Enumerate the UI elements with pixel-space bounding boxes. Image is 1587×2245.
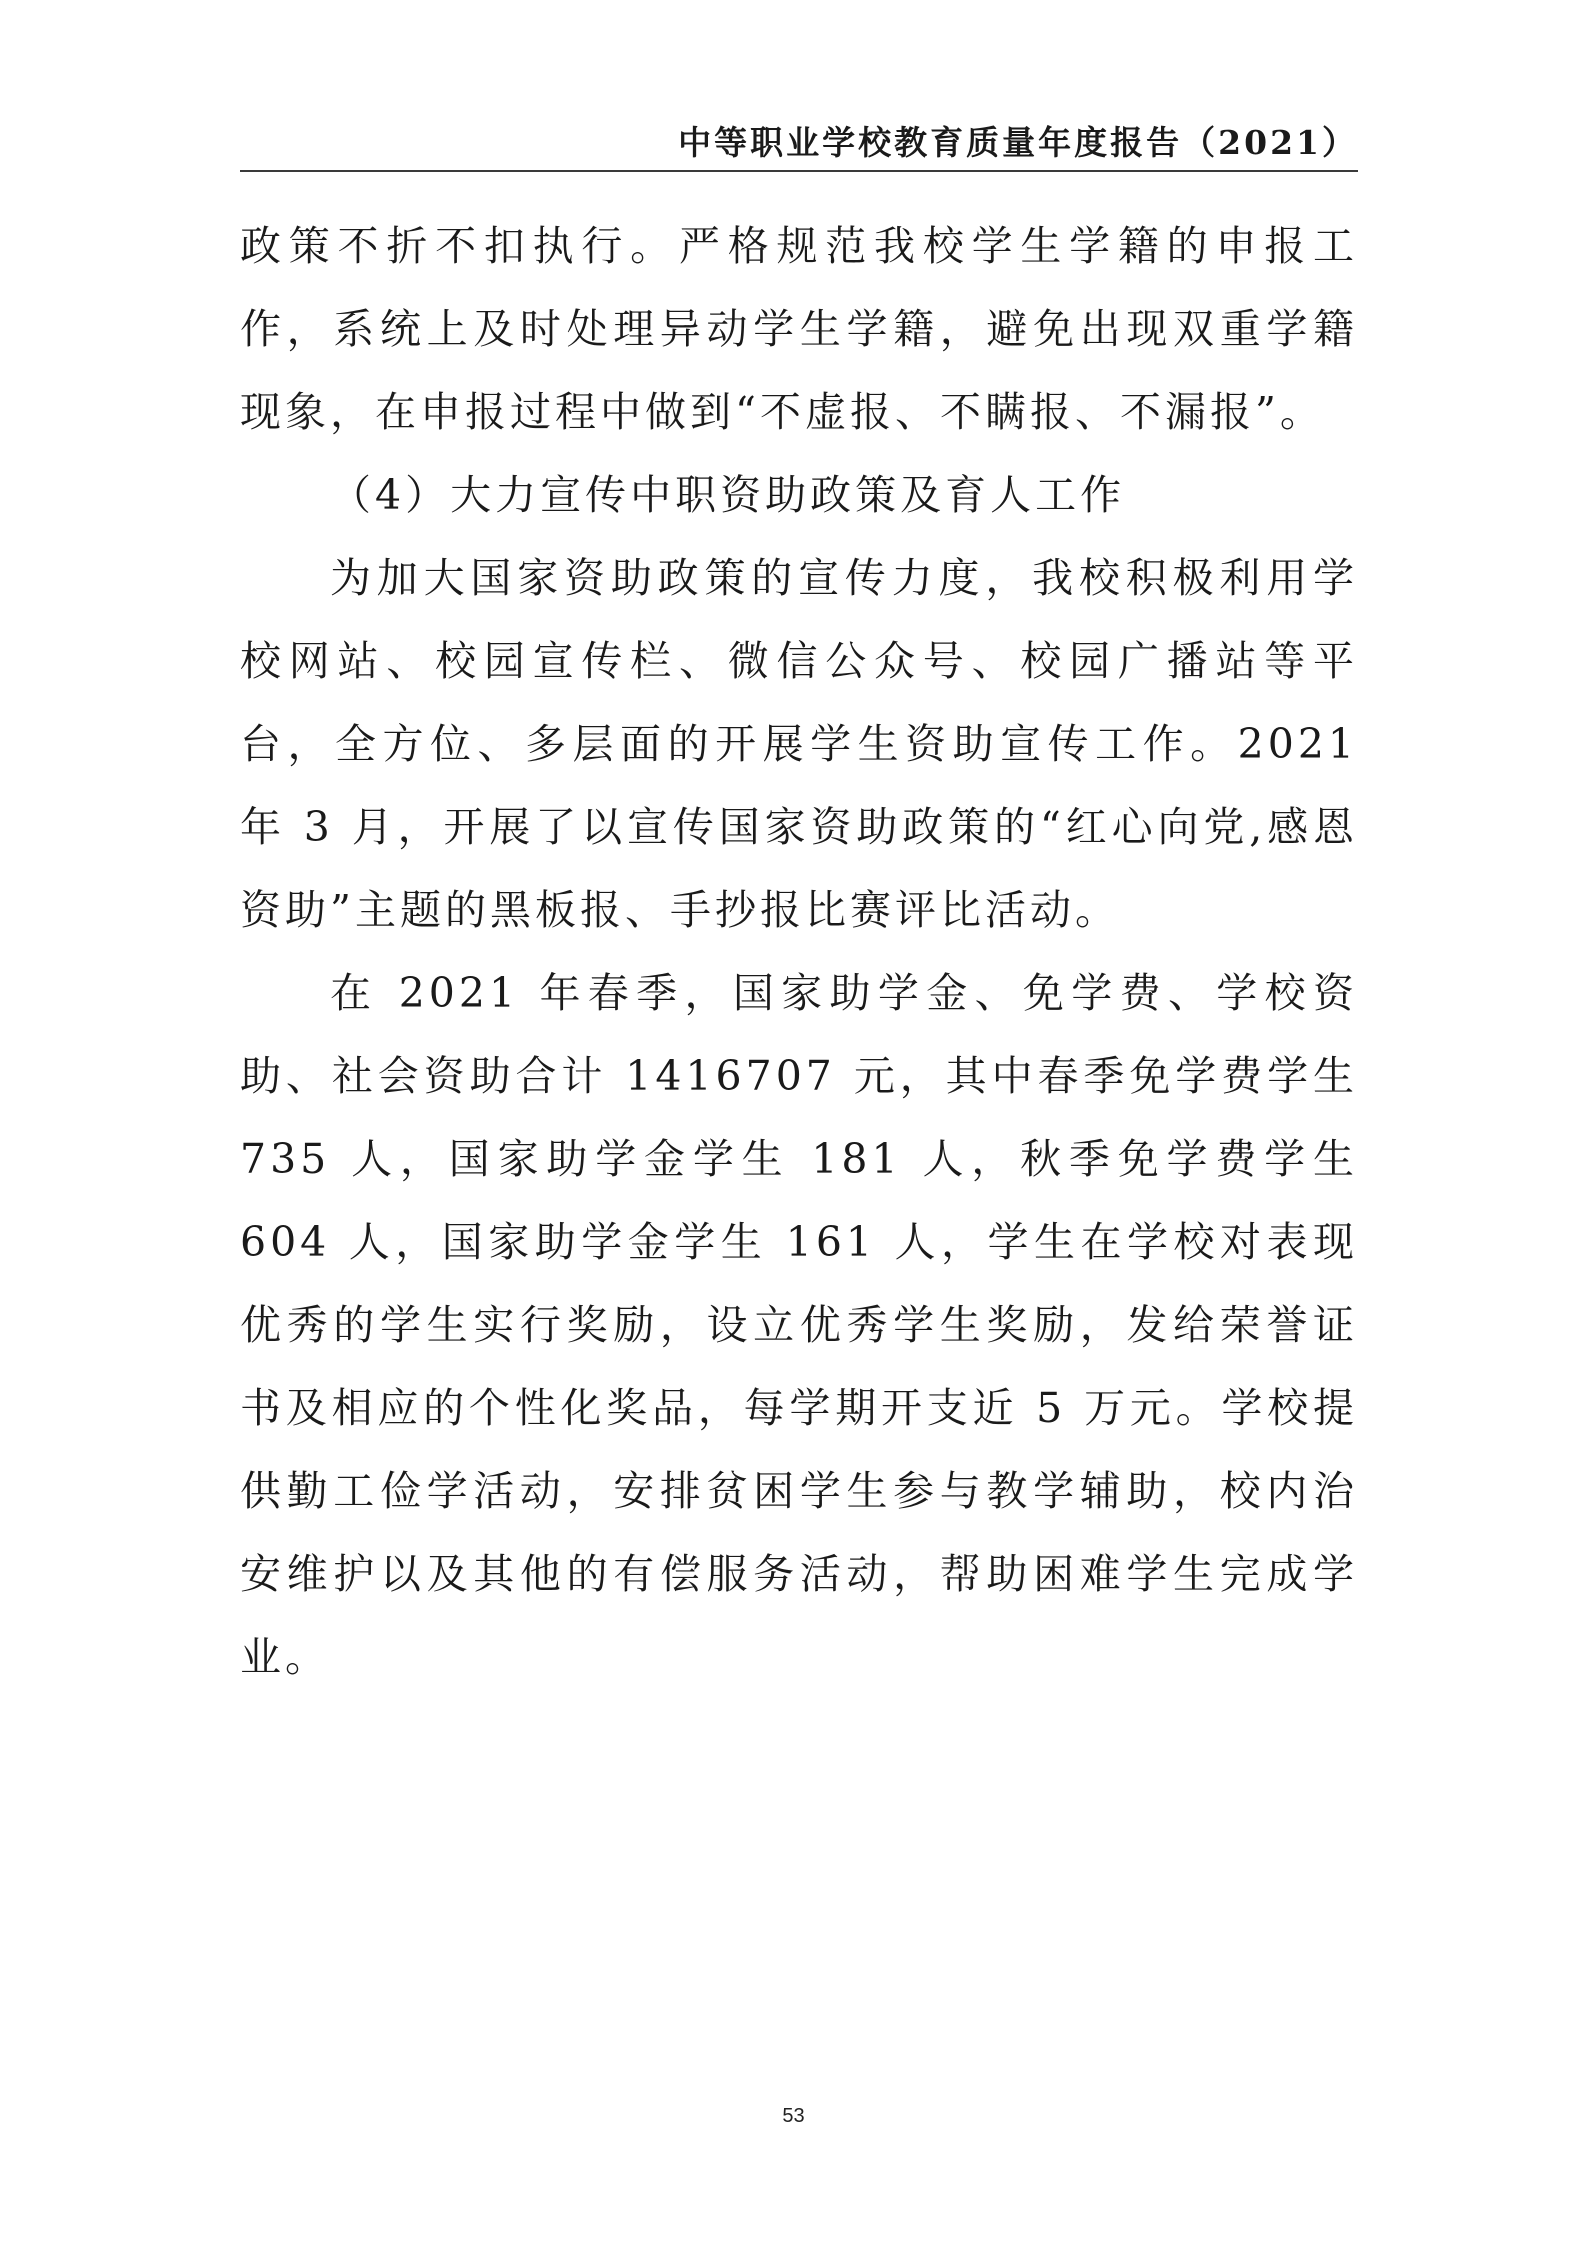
section-heading: （4）大力宣传中职资助政策及育人工作 <box>330 471 1126 519</box>
paragraph-funding-figures: 在 2021 年春季，国家助学金、免学费、学校资助、社会资助合计 1416707 元，其中春季免学费学生 735 人，国家助学金学生 181 人，秋季免学费学生 604 人，国家助学金学生 161 人，学生在学校对表现优秀的学生实行奖励，设立优秀学生奖励，发给荣誉证书及相应的个性化奖品，每学期开支近 5 万元。学校提供勤工俭学活动，安排贫困学生参与教学辅助，校内治安维护以及其他的有偿服务活动，帮助困难学生完成学业。 <box>240 969 1358 1681</box>
paragraph-publicity: 为加大国家资助政策的宣传力度，我校积极利用学校网站、校园宣传栏、微信公众号、校园广播站等平台，全方位、多层面的开展学生资助宣传工作。2021 年 3 月，开展了以宣传国家资助政策的“红心向党,感恩资助”主题的黑板报、手抄报比赛评比活动。 <box>240 554 1358 934</box>
header-rule <box>240 170 1358 172</box>
running-header: 中等职业学校教育质量年度报告（2021） <box>678 123 1358 162</box>
body-text <box>240 205 1358 1699</box>
paragraph-continuation: 政策不折不扣执行。严格规范我校学生学籍的申报工作，系统上及时处理异动学生学籍，避免出现双重学籍现象，在申报过程中做到“不虚报、不瞒报、不漏报”。 <box>240 222 1358 436</box>
page-number: 53 <box>782 2105 805 2127</box>
